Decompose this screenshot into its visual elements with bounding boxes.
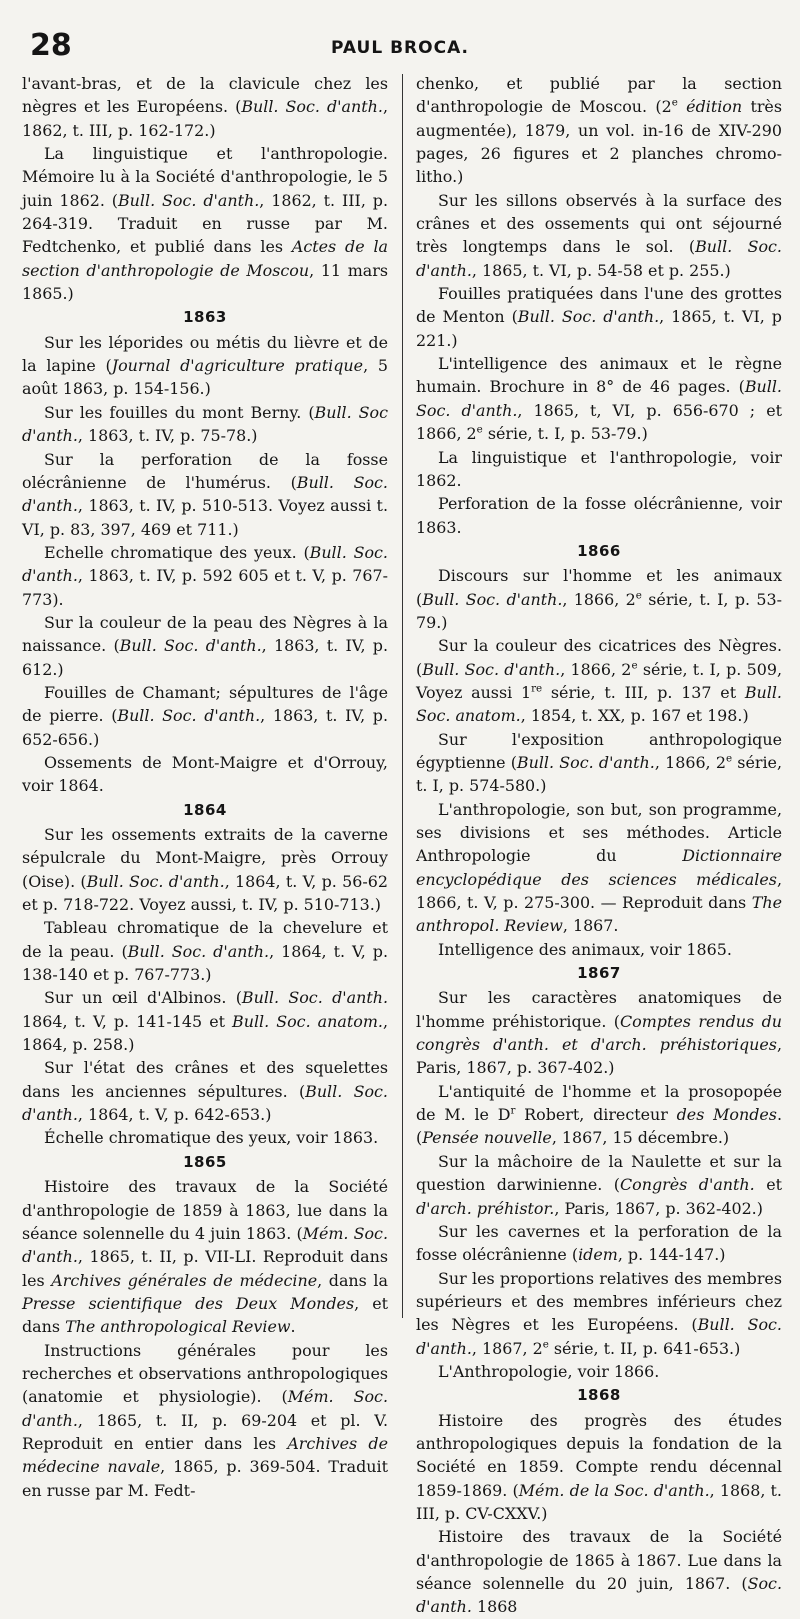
entry-text: Échelle chromatique des yeux, voir 1863. [44,1128,379,1148]
italic-reference: Bull. Soc. d'anth. [241,97,383,117]
entry-text: Sur un œil d'Albinos. ( [44,988,242,1008]
italic-reference: Bull. Soc. d'anth. [422,659,561,679]
italic-reference: Bull. Soc. d'anth. [119,636,262,656]
entry-text: , et dans [22,1293,388,1337]
italic-reference: Bull. Soc. d'anth. [416,1315,782,1358]
italic-reference: Bull. Soc. d'anth. [416,377,782,420]
entry-text: Histoire des progrès des études anthropologiques depuis la fondation de la Société en 1859. Compte rendu décennal 1859-1869. ( [416,1410,782,1500]
bibliography-entry-continued [22,72,388,142]
italic-reference: Bull. Soc. d'anth. [118,190,260,210]
bibliography-entry [416,938,782,961]
bibliography-entry [416,189,782,282]
italic-reference: Presse scientifique des Deux Mondes [22,1293,355,1313]
entry-text: Sur l'état des crânes et des squelettes dans les anciennes sépultures. ( [22,1058,388,1101]
entry-text: , 1863, t. IV, p. 510-513. Voyez aussi t. VI, p. 83, 397, 469 et 711.) [22,496,388,539]
italic-reference: Mém. de la Soc. d'anth. [518,1480,710,1500]
entry-text: . [290,1317,296,1337]
italic-reference: Congrès d'anth. [620,1175,755,1195]
bibliography-entry [22,681,388,751]
bibliography-entry [416,564,782,634]
italic-reference: édition [677,97,743,117]
bibliography-entry [22,751,388,798]
entry-text: série, t. I, p. 53-79.) [482,424,648,444]
entry-text: , 1866, 2 [562,589,636,609]
bibliography-entry [416,634,782,727]
entry-text: , 1866, t. V, p. 275-300. — Reproduit dans [416,869,782,913]
bibliography-entry [416,1409,782,1526]
bibliography-entry [416,1525,782,1618]
entry-text: Sur les fouilles du mont Berny. ( [44,402,315,422]
italic-reference: Bull. Soc. d'anth. [117,706,261,726]
italic-reference: Pensée nouvelle [422,1128,552,1148]
bibliography-entry [416,1220,782,1267]
bibliography-entry [416,1267,782,1360]
superscript: re [531,682,543,695]
entry-text: , dans la [317,1270,388,1290]
entry-text: , 1864, t. V, p. 138-140 et p. 767-773.) [22,941,388,985]
entry-text: Sur les ossements extraits de la caverne sépulcrale du Mont-Maigre, près Orrouy (Oise). ( [22,825,388,891]
entry-text: Fouilles pratiquées dans l'une des grottes de Menton ( [416,284,782,327]
italic-reference: Mém. Soc. d'anth. [22,1223,388,1267]
entry-text: , 1865, t. VI, p 221.) [416,307,782,350]
entry-text: Sur les proportions relatives des membres supérieurs et des membres inférieurs chez les Nègres et les Européens. ( [416,1268,782,1335]
bibliography-entry [416,1080,782,1150]
bibliography-entry [416,352,782,445]
right-column [416,72,783,1617]
italic-reference: Bull. Soc. d'anth. [422,589,563,609]
italic-reference: The anthropol. Review [416,893,782,936]
italic-reference: Bull. Soc. d'anth. [516,752,655,772]
italic-reference: Bull. Soc. d'anth. [517,307,660,327]
entry-text: série, t. I, p. 574-580.) [416,752,782,796]
entry-text: , 1862, t. III, p. 162-172.) [22,97,388,140]
entry-text: , 1863, t. IV, p. 592 605 et t. V, p. 767-773). [22,566,388,609]
entry-text: 1864, t. V, p. 141-145 et [22,1011,233,1031]
bibliography-entry [22,611,388,681]
entry-text: Fouilles de Chamant; sépultures de l'âge de pierre. ( [22,682,388,726]
year-heading: 1863 [183,308,227,327]
entry-text: , 1865, t. II, p. 69-204 et pl. V. Reproduit en entier dans les [22,1410,388,1453]
entry-text: L'Anthropologie, voir 1866. [438,1361,660,1381]
entry-text: La linguistique et l'anthropologie. Mémoire lu à la Société d'anthropologie, le 5 juin 1862. ( [22,144,388,210]
entry-text: , Paris, 1867, p. 367-402.) [416,1035,782,1078]
entry-text: Tableau chromatique de la chevelure et de la peau. ( [22,918,388,961]
bibliography-entry [416,282,782,352]
italic-reference: Bull. Soc. d'anth. [22,542,388,586]
italic-reference: Bull. Soc. d'anth. [22,472,388,516]
italic-reference: idem [578,1245,618,1265]
bibliography-entry [416,492,782,539]
entry-text: 1868 [471,1597,518,1617]
entry-text: très augmentée), 1879, un vol. in-16 de XIV-290 pages, 26 figures et 2 planches chromo-litho.) [416,97,782,187]
italic-reference: Bull. Soc. anatom. [232,1011,383,1031]
entry-text: , 1863, t. IV, p. 612.) [22,636,388,679]
entry-text: Histoire des travaux de la Société d'anthropologie de 1865 à 1867. Lue dans la séance solennelle du 20 juin, 1867. ( [416,1527,782,1593]
entry-text: , 1867. [562,916,619,936]
entry-text: , 1865, t, VI, p. 656-670 ; et 1866, 2 [416,400,782,444]
entry-text: Echelle chromatique des yeux. ( [44,542,310,562]
superscript: e [671,97,678,110]
entry-text: , 1864, t. V, p. 642-653.) [77,1105,272,1125]
bibliography-entry [22,541,388,611]
bibliography-entry [22,142,388,305]
entry-text: Ossements de Mont-Maigre et d'Orrouy, voir 1864. [22,752,388,796]
entry-text: , Paris, 1867, p. 362-402.) [554,1198,763,1218]
bibliography-entry [416,728,782,798]
entry-text: l'avant-bras, et de la clavicule chez les nègres et les Européens. ( [22,74,388,117]
italic-reference: Comptes rendus du congrès d'anth. et d'arch. préhistoriques [416,1011,783,1055]
entry-text: Sur la mâchoire de la Naulette et sur la question darwinienne. ( [416,1151,782,1195]
entry-text: Sur la couleur de la peau des Nègres à la naissance. ( [22,612,388,656]
italic-reference: des Mondes [676,1105,777,1125]
entry-text: , 1867, 2 [471,1338,543,1358]
italic-reference: Archives générales de médecine [51,1270,318,1290]
left-column [22,72,389,1500]
entry-text: Robert, directeur [515,1105,677,1125]
bibliography-entry [22,823,388,916]
bibliography-entry [416,1360,782,1383]
bibliography-entry [22,1339,388,1502]
entry-text: L'intelligence des animaux et le règne humain. Brochure in 8° de 46 pages. ( [416,354,782,397]
entry-text: , 1865, t. II, p. VII-LI. Reproduit dans les [22,1247,388,1290]
italic-reference: Dictionnaire encyclopédique des sciences médicales [416,846,782,889]
entry-text: Sur les cavernes et la perforation de la fosse olécrânienne ( [416,1221,782,1265]
superscript: e [635,589,642,602]
entry-text: Histoire des travaux de la Société d'anthropologie de 1859 à 1863, lue dans la séance solennelle du 4 juin 1863. ( [22,1177,388,1243]
italic-reference: Bull. Soc. anatom. [416,682,782,726]
entry-text: Sur les caractères anatomiques de l'homme préhistorique. ( [416,988,782,1031]
entry-text: série, t. I, p. 509, Voyez aussi 1 [416,659,783,702]
year-heading: 1864 [183,800,227,819]
entry-text: Intelligence des animaux, voir 1865. [438,939,732,959]
entry-text: , 11 mars 1865.) [22,260,388,304]
entry-text: Sur la perforation de la fosse olécrânienne de l'humérus. ( [22,449,388,492]
bibliography-entry [416,1150,782,1220]
entry-text: , 1863, t. IV, p. 652-656.) [22,706,388,749]
italic-reference: The anthropological Review [65,1317,291,1337]
italic-reference: Actes de la section d'anthropologie de Moscou [22,237,388,280]
entry-text: L'anthropologie, son but, son programme, ses divisions et ses méthodes. Article Anthropologie du [416,799,782,866]
running-head: PAUL BROCA. [331,38,469,58]
bibliography-entry [22,331,388,401]
entry-text: , 1854, t. XX, p. 167 et 198.) [520,706,749,726]
bibliography-entry [416,986,782,1079]
italic-reference: Archives de médecine navale [22,1433,388,1477]
entry-text: Sur la couleur des cicatrices des Nègres. ( [416,636,782,679]
entry-text: , 5 août 1863, p. 154-156.) [22,356,389,399]
entry-text: et [754,1175,783,1195]
bibliography-entry [22,448,388,541]
entry-text: Sur les sillons observés à la surface des crânes et des ossements qui ont séjourné très longtemps dans le sol. ( [416,190,782,257]
page-number: 28 [30,28,72,63]
italic-reference: Journal d'agriculture pratique [111,356,364,376]
bibliography-entry [22,1175,388,1338]
entry-text: série, t. III, p. 137 et [542,682,745,702]
entry-text: Sur l'exposition anthropologique égyptienne ( [416,729,782,772]
entry-text: La linguistique et l'anthropologie, voir 1862. [416,447,782,490]
entry-text: , 1865, p. 369-504. Traduit en russe par M. Fedt- [22,1457,388,1500]
italic-reference: Bull. Soc. d'anth. [127,941,270,961]
bibliography-entry [416,798,782,938]
entry-text: , 1863, t. IV, p. 75-78.) [77,426,258,446]
entry-text: chenko, et publié par la section d'anthropologie de Moscou. (2 [416,74,782,117]
italic-reference: Bull. Soc d'anth. [22,402,389,446]
bibliography-entry [22,1056,388,1126]
italic-reference: Mém. Soc. d'anth. [22,1387,389,1430]
bibliography-entry [22,986,388,1056]
entry-text: , 1865, t. VI, p. 54-58 et p. 255.) [471,260,731,280]
bibliography-entry [22,1126,388,1149]
bibliography-entry [22,401,388,448]
page-header [30,28,770,68]
entry-text: , p. 144-147.) [617,1245,726,1265]
entry-text: , 1864, p. 258.) [22,1011,389,1055]
entry-text: , 1866, 2 [654,752,726,772]
italic-reference: Bull. Soc. d'anth. [86,871,225,891]
year-heading: 1867 [577,964,621,983]
year-heading: 1866 [577,541,621,560]
entry-text: , 1868, t. III, p. CV-CXXV.) [416,1480,782,1523]
superscript: e [725,752,733,765]
italic-reference: d'arch. préhistor. [416,1198,555,1218]
entry-text: , 1864, t. V, p. 56-62 et p. 718-722. Voyez aussi, t. IV, p. 510-713.) [22,871,388,915]
entry-text: Sur les léporides ou métis du lièvre et de la lapine ( [22,332,388,376]
italic-reference: Bull. Soc. d'anth. [416,237,782,280]
entry-text: série, t. I, p. 53-79.) [416,589,782,632]
italic-reference: Bull. Soc. d'anth. [22,1081,388,1125]
entry-text: Perforation de la fosse olécrânienne, voir 1863. [416,494,782,537]
entry-text: L'antiquité de l'homme et la prosopopée de M. le D [416,1081,782,1125]
entry-text: , 1862, t. III, p. 264-319. Traduit en russe par M. Fedtchenko, et publié dans les [22,190,389,257]
entry-text: , 1866, 2 [560,659,632,679]
entry-text: Instructions générales pour les recherches et observations anthropologiques (anatomie et physiologie). ( [22,1340,388,1407]
entry-text: Discours sur l'homme et les animaux ( [416,566,782,609]
year-heading: 1865 [183,1152,227,1171]
italic-reference: Bull. Soc. d'anth. [241,988,388,1008]
superscript: e [476,423,483,436]
column-divider [402,74,403,1318]
entry-text: série, t. II, p. 641-653.) [548,1338,741,1358]
entry-text: , 1867, 15 décembre.) [551,1128,730,1148]
superscript: e [542,1338,549,1351]
bibliography-entry-continued [416,72,782,189]
bibliography-entry [416,446,782,493]
bibliography-entry [22,916,388,986]
entry-text: . ( [416,1105,782,1148]
italic-reference: Soc. d'anth. [416,1574,782,1617]
superscript: r [510,1104,516,1117]
superscript: e [631,659,638,672]
year-heading: 1868 [577,1386,621,1405]
